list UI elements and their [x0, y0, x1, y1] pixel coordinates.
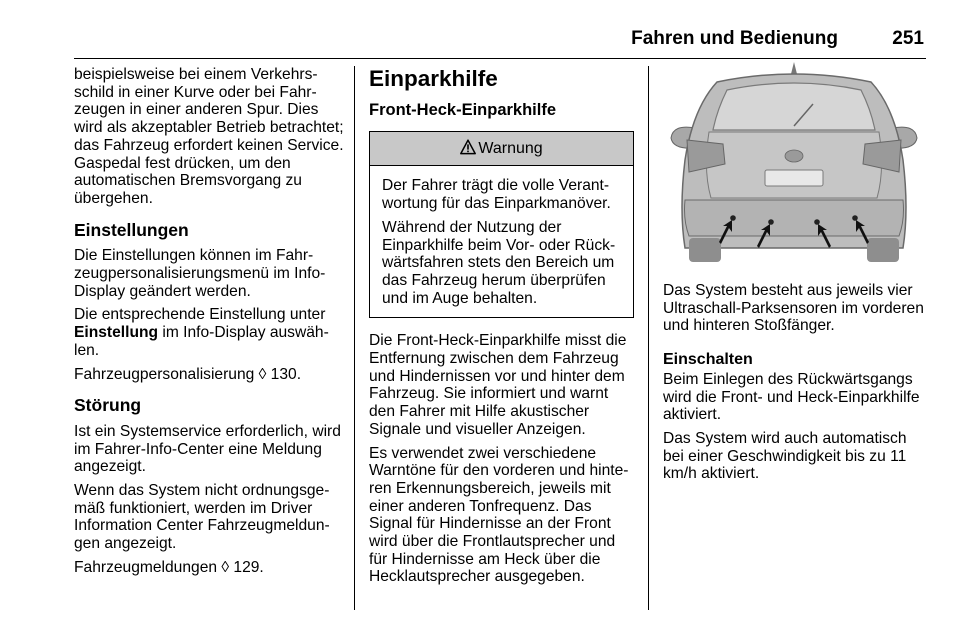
park-assist-paragraph-1: Die Front-Heck-Einparkhilfe misst die Entfernung zwischen dem Fahrzeug und Hindernissen vor und hinter dem Fahrzeug. Sie informiert und warnt den Fahrer mit Hilfe akustischer Signale und visueller Anzeigen.	[369, 332, 627, 438]
warning-icon	[460, 139, 476, 160]
fault-paragraph-1: Ist ein Systemservice erforderlich, wird im Fahrer-Info-Center eine Meldung angezeigt.	[74, 422, 341, 476]
column-middle	[369, 66, 634, 592]
activation-paragraph-1: Beim Einlegen des Rückwärtsgangs wird die Front- und Heck-Einparkhilfe aktiviert.	[663, 370, 920, 424]
warning-paragraph-2: Während der Nutzung der Einparkhilfe beim Vor- oder Rückwärtsfahren stets den Bereich um das Fahrzeug herum überprüfen und im Auge behalten.	[382, 218, 616, 307]
settings-p2-post: im Info-Display auswählen.	[74, 324, 329, 359]
car-rear-sensors-illustration	[663, 60, 925, 272]
settings-p2-pre: Die entsprechende Einstellung unter	[74, 306, 326, 324]
settings-paragraph-2	[74, 306, 346, 359]
settings-reference: Fahrzeugpersonalisierung ◊ 130.	[74, 365, 302, 383]
column-right	[663, 66, 927, 489]
fault-reference: Fahrzeugmeldungen ◊ 129.	[74, 558, 264, 576]
header-rule	[74, 58, 926, 59]
settings-heading: Einstellungen	[74, 219, 189, 240]
activation-paragraph-2: Das System wird auch automatisch bei einer Geschwindigkeit bis zu 11 km/h aktiviert.	[663, 429, 907, 483]
fault-paragraph-2: Wenn das System nicht ordnungsgemäß funktioniert, werden im Driver Information Center Fahrzeugmeldungen angezeigt.	[74, 482, 330, 553]
activation-heading: Einschalten	[663, 351, 753, 369]
sensors-paragraph: Das System besteht aus jeweils vier Ultraschall-Parksensoren im vorderen und hinteren Stoßfänger.	[663, 282, 924, 335]
section-heading: Einparkhilfe	[369, 66, 498, 91]
column-left	[74, 66, 346, 583]
column-divider-right	[648, 66, 649, 610]
park-assist-paragraph-2: Es verwendet zwei verschiedene Warntöne für den vorderen und hinteren Erkennungsbereich, jeweils mit einer anderen Tonfrequenz. Das Signal für Hindernisse an der Front wird über die Frontlautsprecher und für Hindernisse am Heck über die Hecklautsprecher ausgegeben.	[369, 444, 629, 586]
warning-box	[369, 131, 634, 319]
settings-paragraph-1: Die Einstellungen können im Fahrzeugpersonalisierungsmenü im Info-Display geändert werden.	[74, 247, 326, 300]
page-number: 251	[892, 28, 924, 49]
warning-paragraph-1: Der Fahrer trägt die volle Verantwortung für das Einparkmanöver.	[382, 177, 611, 213]
header-title: Fahren und Bedienung	[631, 28, 838, 49]
warning-title: Warnung	[478, 139, 543, 157]
warning-header	[370, 132, 633, 167]
subsection-heading: Front-Heck-Einparkhilfe	[369, 101, 557, 119]
fault-heading: Störung	[74, 395, 142, 416]
intro-paragraph: beispielsweise bei einem Verkehrsschild in einer Kurve oder bei Fahrzeugen in einer anderen Spur. Dies wird als akzeptabler Betrieb betrachtet; das Fahrzeug erfordert keinen Service. Gaspedal fest drücken, um den automatischen Bremsvorgang zu übergehen.	[74, 66, 344, 207]
settings-p2-bold: Einstellung	[74, 324, 159, 342]
column-divider-left	[354, 66, 355, 610]
warning-body	[370, 166, 633, 317]
page-header	[74, 18, 926, 54]
